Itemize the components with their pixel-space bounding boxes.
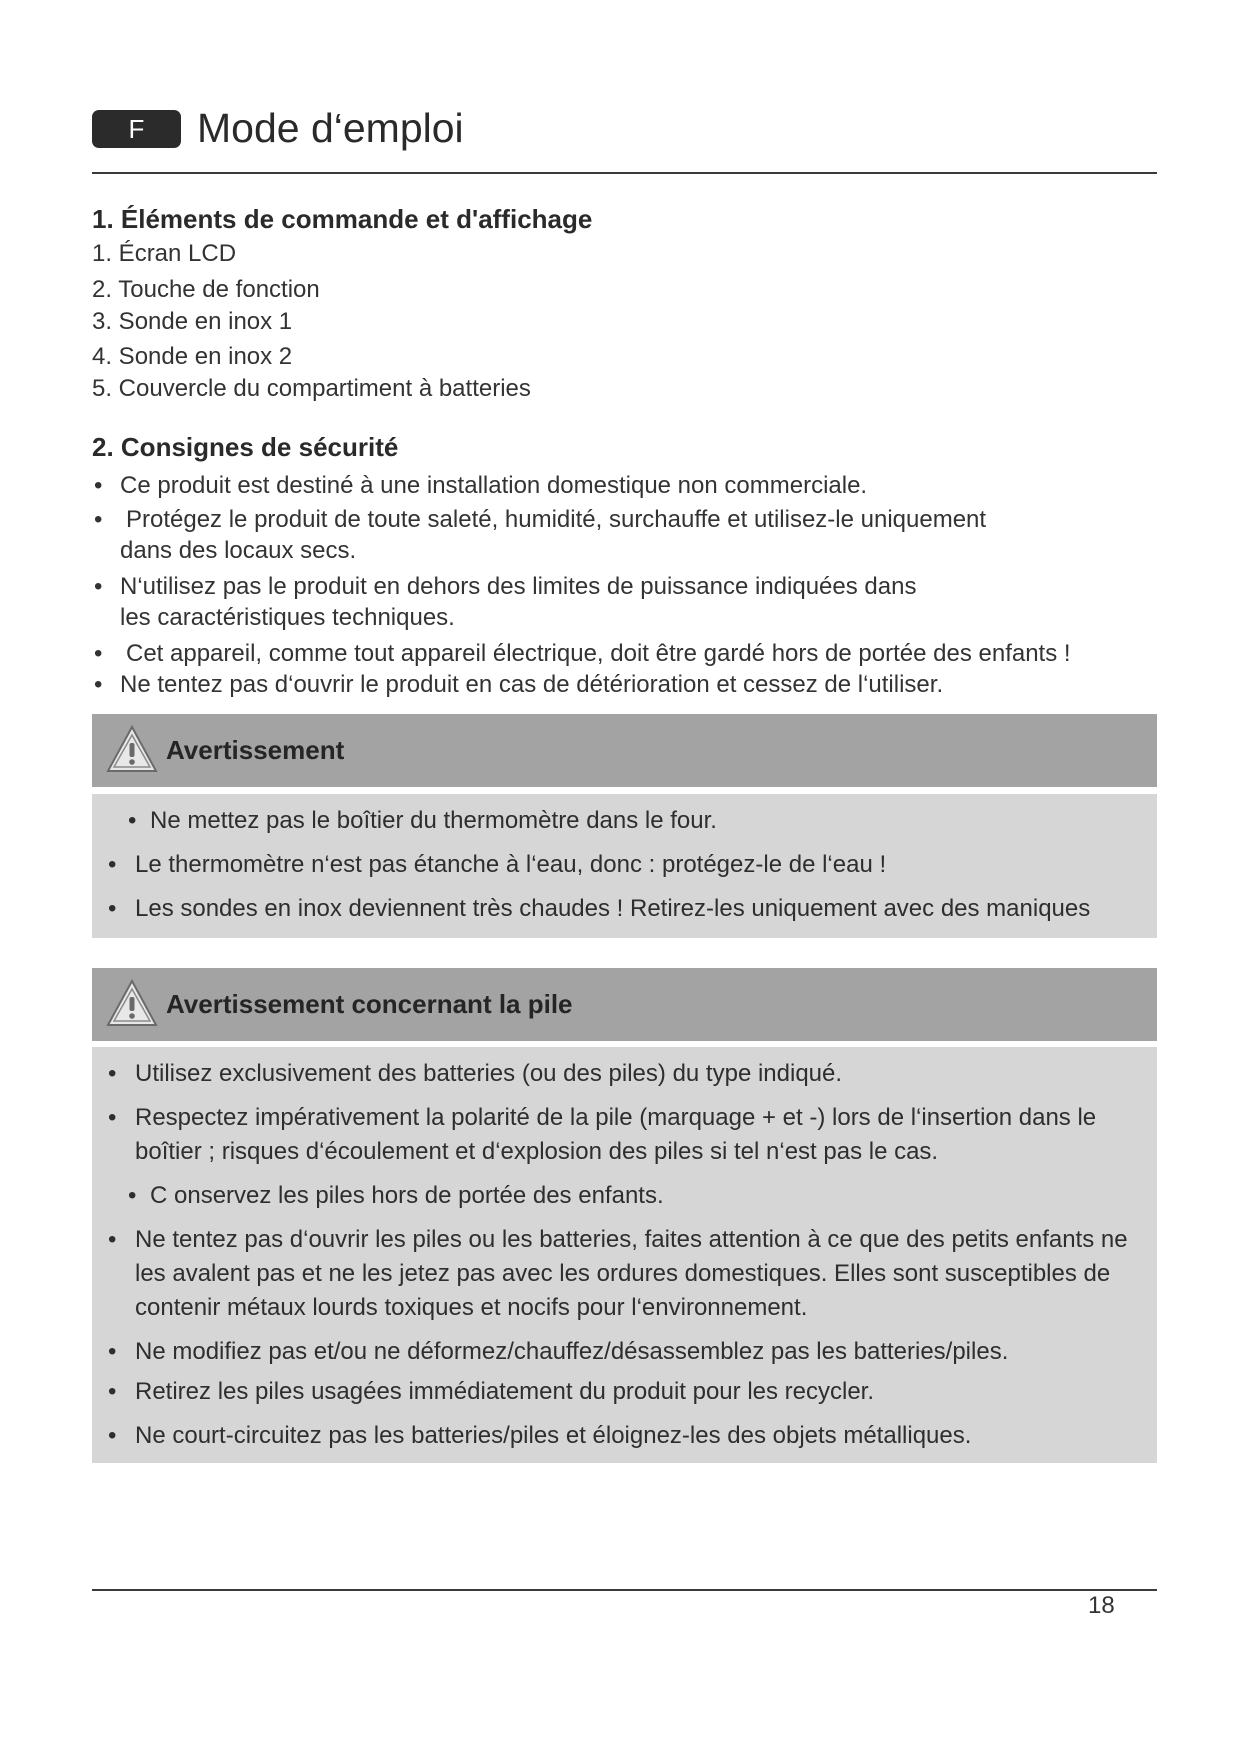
warning-item-text: Ne tentez pas d‘ouvrir les piles ou les batteries, faites attention à ce que des petits enfants ne les avalent pas et ne les jetez pas avec les ordures domestiques. Elles sont susceptibles de contenir métaux lourds toxiques et nocifs pour l‘environnement. [135,1226,1128,1321]
section-heading-controls: 1. Éléments de commande et d'affichage [92,204,593,234]
bullet: • [108,1422,117,1449]
warning-triangle-icon [105,978,159,1028]
bullet: • [108,1104,117,1131]
warning-item-text: Ne court-circuitez pas les batteries/piles et éloignez-les des objets métalliques. [135,1422,972,1449]
warning-item-text: Retirez les piles usagées immédiatement du produit pour les recycler. [135,1378,875,1405]
list-item: 2. Touche de fonction [92,276,320,303]
page-header [92,104,1156,176]
warning-item-text: Le thermomètre n‘est pas étanche à l‘eau, donc : protégez-le de l‘eau ! [135,851,887,878]
section-heading-safety: 2. Consignes de sécurité [92,432,399,462]
warning-title: Avertissement concernant la pile [166,989,573,1019]
bullet: • [108,1338,117,1365]
bullet: • [108,895,117,922]
bullet: • [94,472,103,499]
warning-item-text: Ne mettez pas le boîtier du thermomètre dans le four. [150,807,717,834]
page-number: 18 [1088,1592,1115,1619]
bullet: • [108,1378,117,1405]
warning-item-text: Utilisez exclusivement des batteries (ou des piles) du type indiqué. [135,1060,843,1087]
header-divider [92,172,1157,174]
warning-item-text: Respectez impérativement la polarité de la pile (marquage + et -) lors de l‘insertion dans le boîtier ; risques d‘écoulement et d‘explosion des piles si tel n‘est pas le cas. [135,1104,1097,1165]
list-item: 5. Couvercle du compartiment à batteries [92,375,531,402]
warning-triangle-icon [105,724,159,774]
battery-warning-header [92,968,1157,1041]
list-item-text: Protégez le produit de toute saleté, humidité, surchauffe et utilisez-le uniquement dans des locaux secs. [120,506,987,564]
list-item: 4. Sonde en inox 2 [92,343,293,370]
warning-item-text: C onservez les piles hors de portée des enfants. [150,1182,664,1209]
warning-item-text: Ne modifiez pas et/ou ne déformez/chauffez/désassemblez pas les batteries/piles. [135,1338,1009,1365]
bullet: • [108,851,117,878]
page-title: Mode d‘emploi [197,105,464,151]
list-item-text: Ne tentez pas d‘ouvrir le produit en cas de détérioration et cessez de l‘utiliser. [120,671,944,698]
bullet: • [128,1182,137,1209]
list-item: 3. Sonde en inox 1 [92,308,293,335]
warning-body [92,794,1157,938]
list-item-text: Ce produit est destiné à une installation domestique non commerciale. [120,472,868,499]
language-tab: F [92,110,181,148]
bullet: • [94,640,103,667]
bullet: • [108,1060,117,1087]
bullet: • [94,671,103,698]
warning-item-text: Les sondes en inox deviennent très chaudes ! Retirez-les uniquement avec des maniques [135,895,1091,922]
battery-warning-body [92,1047,1157,1463]
list-item-text: N‘utilisez pas le produit en dehors des limites de puissance indiquées dans les caractéristiques techniques. [120,573,917,631]
bullet: • [128,807,137,834]
footer-divider [92,1589,1157,1591]
bullet: • [94,506,103,533]
list-item-text: Cet appareil, comme tout appareil électrique, doit être gardé hors de portée des enfants ! [126,640,1071,667]
list-item: 1. Écran LCD [92,240,237,267]
bullet: • [108,1226,117,1253]
warning-header [92,714,1157,787]
bullet: • [94,573,103,600]
warning-title: Avertissement [166,735,345,765]
